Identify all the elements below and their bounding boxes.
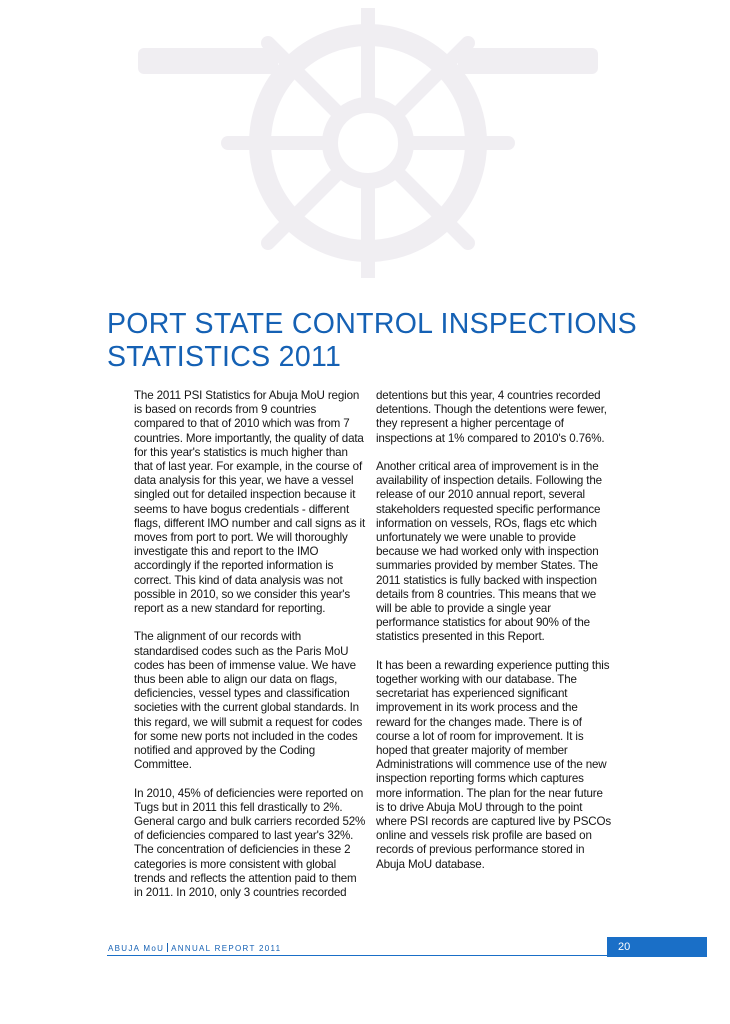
footer-org: ABUJA MoU (108, 944, 165, 953)
ships-wheel-icon (108, 8, 628, 278)
footer-label (108, 943, 281, 953)
paragraph: In 2010, 45% of deficiencies were reported on Tugs but in 2011 this fell drastically to 2%. General cargo and bulk carriers recorded 52% of deficiencies compared to last year's 32%. The concentration of deficiencies in these 2 categories is more consistent with global trends and reflects the attention paid to them in 2011. In 2010, only 3 countries recorded (134, 786, 366, 900)
body-column-left (134, 389, 366, 914)
footer-rule (107, 955, 607, 956)
paragraph: Another critical area of improvement is in the availability of inspection details. Following the release of our 2010 annual report, several stakeholders requested specific performance information on vessels, ROs, flags etc which unfortunately we were unable to provide because we had worked only with inspection summaries provided by member States. The 2011 statistics is fully backed with inspection details from 8 countries. This means that we will be able to provide a single year performance statistics for about 90% of the statistics presented in this Report. (376, 460, 602, 644)
body-column-right (376, 389, 612, 886)
paragraph: The 2011 PSI Statistics for Abuja MoU region is based on records from 9 countries compared to that of 2010 which was from 7 countries. More importantly, the quality of data for this year's statistics is much higher than that of last year. For example, in the course of data analysis for this year, we have a vessel singled out for detailed inspection because it seems to have bogus credentials - different flags, different IMO number and call signs as it moves from port to port. We will thoroughly investigate this and report to the IMO accordingly if the reported information is correct. This kind of data analysis was not possible in 2010, so we consider this year's report as a new standard for reporting. (134, 389, 366, 616)
footer-divider (167, 943, 168, 952)
paragraph: detentions but this year, 4 countries recorded detentions. Though the detentions were fewer, they represent a higher percentage of inspections at 1% compared to 2010's 0.76%. (376, 389, 607, 445)
page-number-box (607, 937, 707, 957)
page-title-line-2: STATISTICS 2011 (107, 341, 342, 373)
page-title (107, 308, 667, 374)
paragraph: It has been a rewarding experience putting this together working with our database. The secretariat has experienced significant improvement in its work process and the reward for the changes made. There is of course a lot of room for improvement. It is hoped that greater majority of member Administrations will commence use of the new inspection reporting forms which captures more information. The plan for the near future is to drive Abuja MoU through to the point where PSI records are captured live by PSCOs online and vessels risk profile are based on records of previous performance stored in Abuja MoU database. (376, 658, 612, 871)
page-title-line-1: PORT STATE CONTROL INSPECTIONS (107, 308, 637, 340)
paragraph: The alignment of our records with standardised codes such as the Paris MoU codes has been of immense value. We have thus been able to align our data on flags, deficiencies, vessel types and classification societies with the current global standards. In this regard, we will submit a request for codes for some new ports not included in the codes notified and approved by the Coding Committee. (134, 630, 363, 772)
page-number: 20 (618, 941, 631, 953)
footer-report: ANNUAL REPORT 2011 (171, 944, 282, 953)
